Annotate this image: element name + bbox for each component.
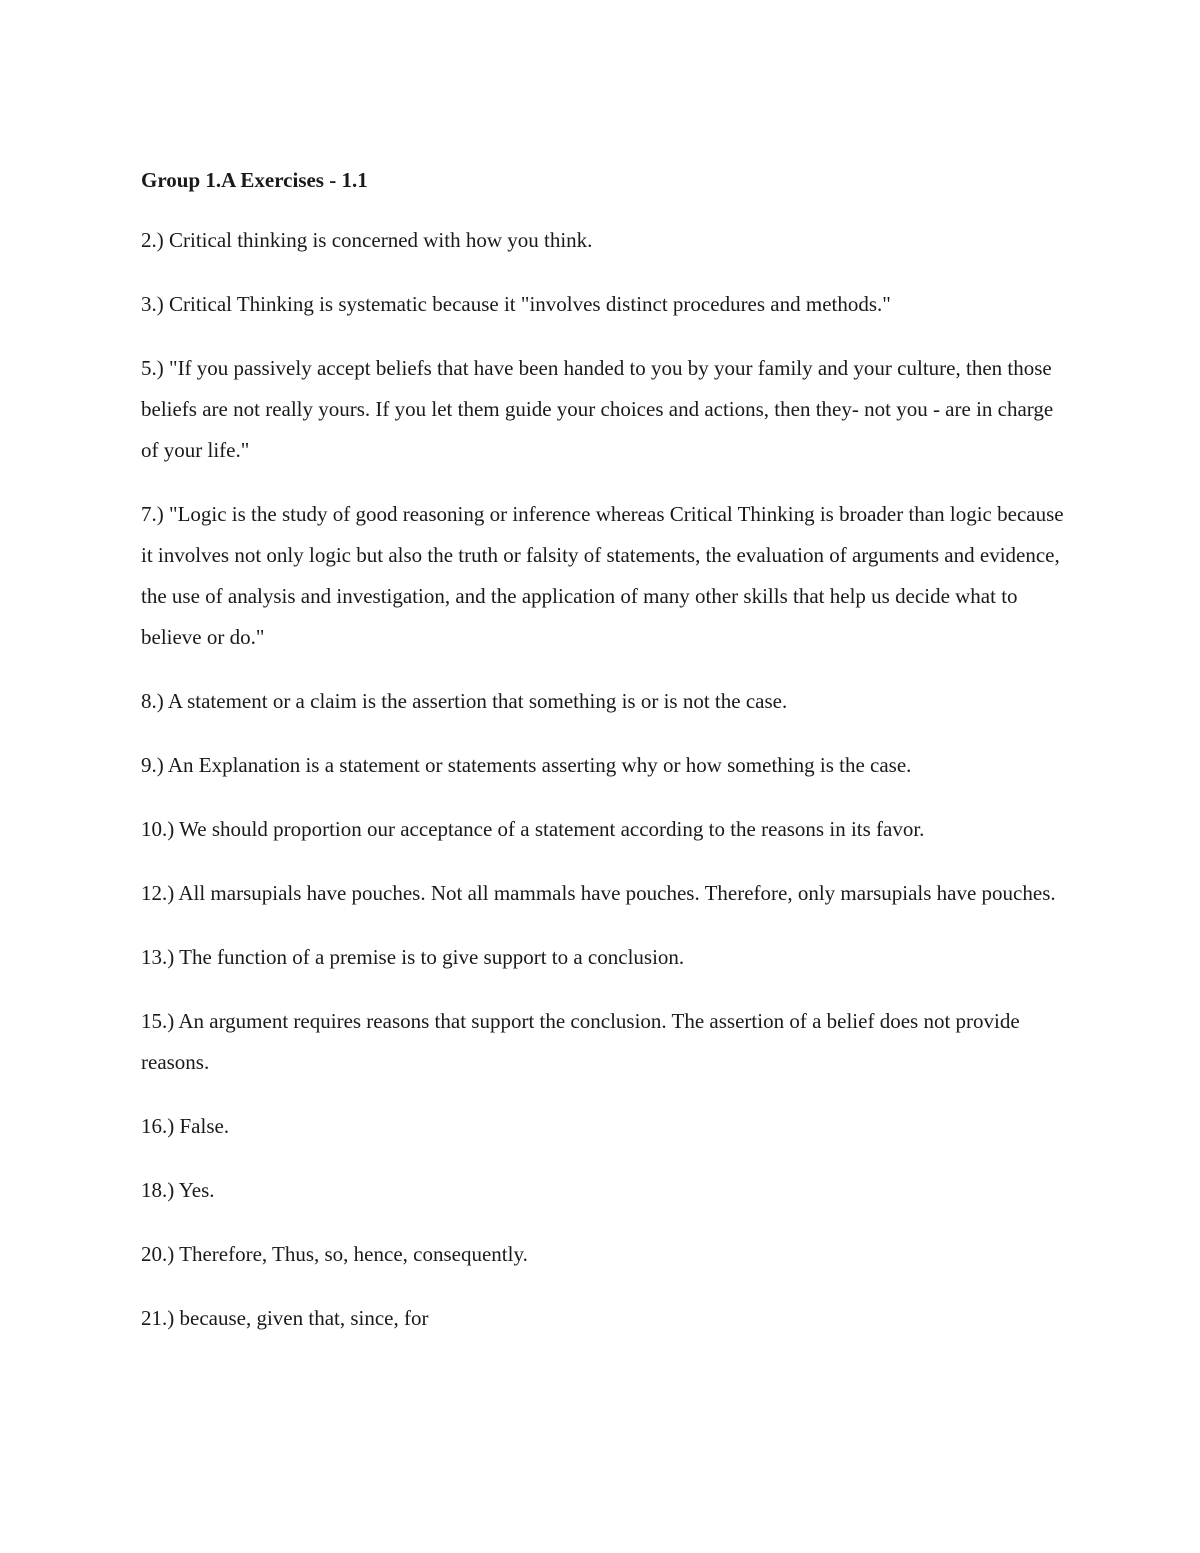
answer-item-2: 2.) Critical thinking is concerned with how you think. xyxy=(141,228,593,252)
answer-item-10: 10.) We should proportion our acceptance of a statement according to the reasons in its favor. xyxy=(141,817,925,841)
answer-item-7: 7.) "Logic is the study of good reasoning or inference whereas Critical Thinking is broader than logic because it involves not only logic but also the truth or falsity of statements, the evaluation of arguments and evidence, the use of analysis and investigation, and the application of many other skills that help us decide what to believe or do." xyxy=(141,502,1064,649)
answer-item-9: 9.) An Explanation is a statement or statements asserting why or how something is the case. xyxy=(141,753,912,777)
answer-item-13: 13.) The function of a premise is to give support to a conclusion. xyxy=(141,945,685,969)
answer-item-16: 16.) False. xyxy=(141,1114,230,1138)
document-title: Group 1.A Exercises - 1.1 xyxy=(141,168,368,192)
answer-item-18: 18.) Yes. xyxy=(141,1178,215,1202)
answer-item-15: 15.) An argument requires reasons that support the conclusion. The assertion of a belief does not provide reasons. xyxy=(141,1009,1020,1074)
answer-item-3: 3.) Critical Thinking is systematic because it "involves distinct procedures and methods." xyxy=(141,292,891,316)
answer-item-5: 5.) "If you passively accept beliefs that have been handed to you by your family and your culture, then those beliefs are not really yours. If you let them guide your choices and actions, then they- not you - are in charge of your life." xyxy=(141,356,1054,462)
document-body xyxy=(141,163,1071,1362)
answer-item-8: 8.) A statement or a claim is the assertion that something is or is not the case. xyxy=(141,689,788,713)
answer-item-21: 21.) because, given that, since, for xyxy=(141,1306,429,1330)
answer-item-20: 20.) Therefore, Thus, so, hence, consequently. xyxy=(141,1242,528,1266)
answer-item-12: 12.) All marsupials have pouches. Not all mammals have pouches. Therefore, only marsupials have pouches. xyxy=(141,881,1056,905)
